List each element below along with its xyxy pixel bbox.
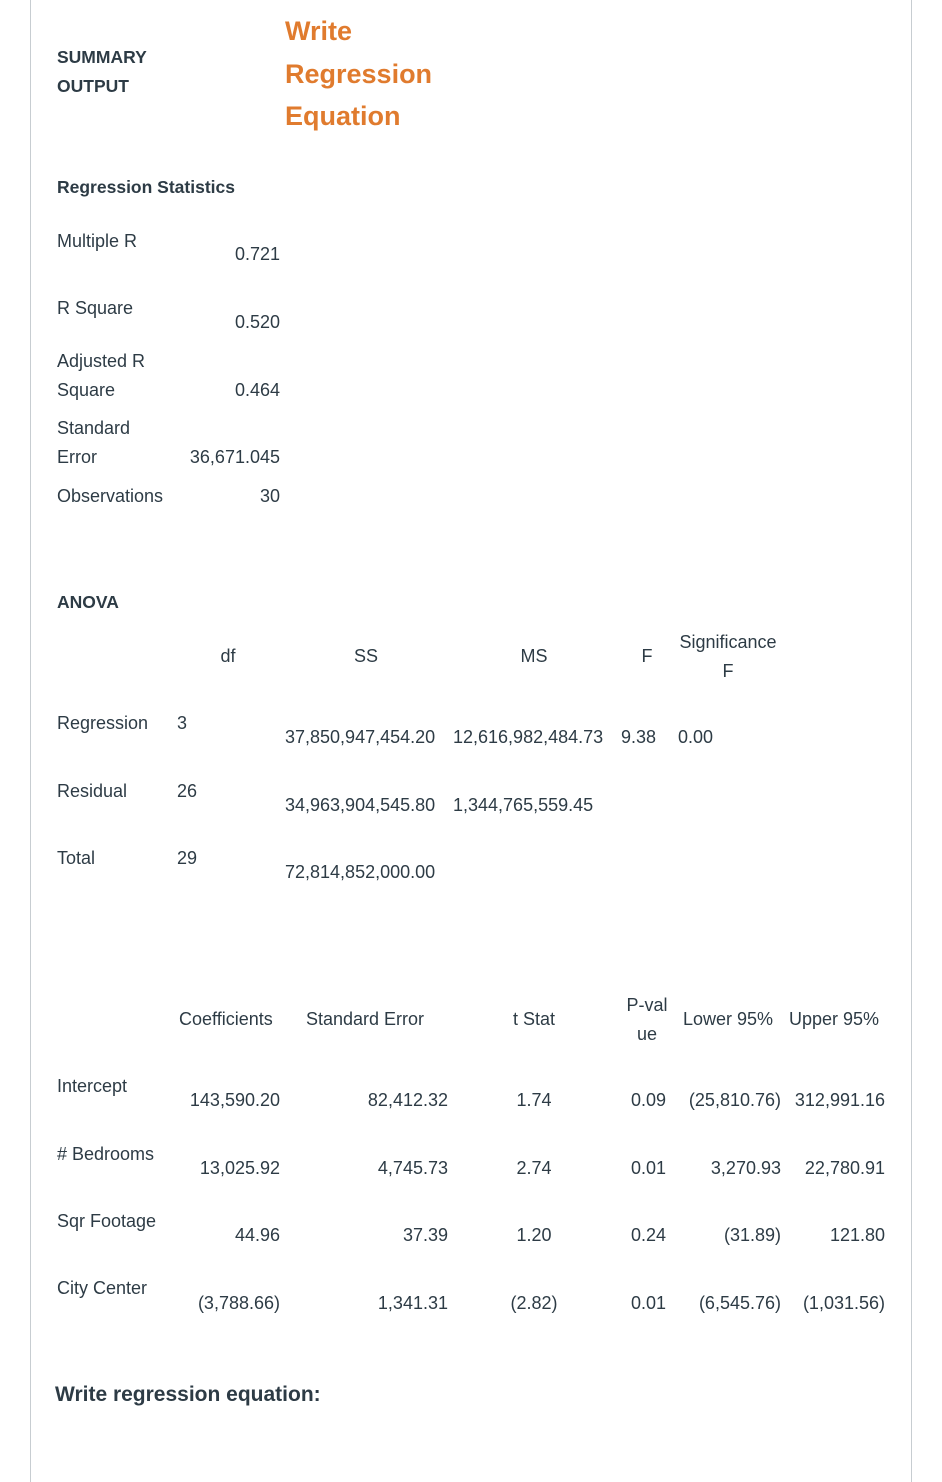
anova-header-f: F (641, 646, 653, 666)
coef-row-label: City Center (57, 1278, 148, 1298)
anova-ss: 37,850,947,454.20 (285, 727, 436, 747)
coef-lower-95: 3,270.93 (710, 1158, 781, 1178)
summary-output-heading: SUMMARY OUTPUT (57, 47, 147, 96)
coef-t-stat: 1.20 (516, 1225, 552, 1245)
coef-t-stat: 2.74 (516, 1158, 552, 1178)
anova-ms: 12,616,982,484.73 (453, 727, 604, 747)
anova-header-df: df (220, 646, 236, 666)
coef-value: (3,788.66) (197, 1293, 280, 1313)
coef-header-p-value: P-value (626, 995, 668, 1044)
stat-value: 30 (259, 486, 280, 506)
anova-df: 3 (177, 713, 188, 733)
stat-value: 36,671.045 (189, 447, 280, 467)
coef-p-value: 0.09 (630, 1090, 666, 1110)
anova-header-significance: Significance F (679, 632, 777, 681)
coef-header-lower-95: Lower 95% (683, 1009, 774, 1029)
coef-p-value: 0.01 (630, 1158, 666, 1178)
coef-se: 82,412.32 (367, 1090, 448, 1110)
coef-p-value: 0.01 (630, 1293, 666, 1313)
stat-value: 0.721 (234, 244, 280, 264)
write-regression-title: Write Regression Equation (285, 16, 433, 131)
stat-label: Observations (57, 486, 164, 506)
coef-header-upper-95: Upper 95% (789, 1009, 880, 1029)
regression-statistics-heading: Regression Statistics (57, 177, 235, 197)
anova-heading: ANOVA (57, 592, 119, 612)
coef-p-value: 0.24 (630, 1225, 666, 1245)
stat-value: 0.464 (234, 380, 280, 400)
coef-header-t-stat: t Stat (512, 1009, 556, 1029)
coef-upper-95: 121.80 (829, 1225, 885, 1245)
anova-ss: 72,814,852,000.00 (285, 862, 436, 882)
anova-significance: 0.00 (678, 727, 714, 747)
coef-upper-95: (1,031.56) (802, 1293, 885, 1313)
stat-value: 0.520 (234, 312, 280, 332)
coef-row-label: Sqr Footage (57, 1211, 157, 1231)
coef-value: 143,590.20 (189, 1090, 280, 1110)
coef-se: 4,745.73 (377, 1158, 448, 1178)
stat-label: Standard Error (57, 418, 131, 467)
coef-value: 13,025.92 (199, 1158, 280, 1178)
left-border (30, 0, 31, 1482)
coef-lower-95: (25,810.76) (688, 1090, 781, 1110)
coef-upper-95: 312,991.16 (794, 1090, 885, 1110)
write-equation-prompt: Write regression equation: (55, 1383, 321, 1406)
stat-label: R Square (57, 298, 134, 318)
stat-label: Multiple R (57, 231, 138, 251)
anova-row-label: Residual (57, 781, 128, 801)
anova-ms: 1,344,765,559.45 (453, 795, 594, 815)
right-border (911, 0, 912, 1482)
coef-lower-95: (6,545.76) (698, 1293, 781, 1313)
coef-lower-95: (31.89) (723, 1225, 781, 1245)
anova-f: 9.38 (621, 727, 657, 747)
anova-header-ms: MS (520, 646, 548, 666)
coef-upper-95: 22,780.91 (804, 1158, 885, 1178)
anova-ss: 34,963,904,545.80 (285, 795, 436, 815)
coef-value: 44.96 (234, 1225, 280, 1245)
coef-header-coefficients: Coefficients (179, 1009, 273, 1029)
coef-t-stat: (2.82) (510, 1293, 558, 1313)
stat-label: Adjusted R Square (57, 351, 146, 400)
anova-df: 29 (177, 848, 198, 868)
coef-se: 37.39 (402, 1225, 448, 1245)
coef-se: 1,341.31 (377, 1293, 448, 1313)
coef-row-label: Intercept (57, 1076, 128, 1096)
coef-row-label: # Bedrooms (57, 1144, 155, 1164)
anova-header-ss: SS (353, 646, 378, 666)
anova-row-label: Total (57, 848, 96, 868)
anova-row-label: Regression (57, 713, 149, 733)
coef-t-stat: 1.74 (516, 1090, 552, 1110)
anova-df: 26 (177, 781, 198, 801)
coef-header-standard-error: Standard Error (306, 1009, 425, 1029)
